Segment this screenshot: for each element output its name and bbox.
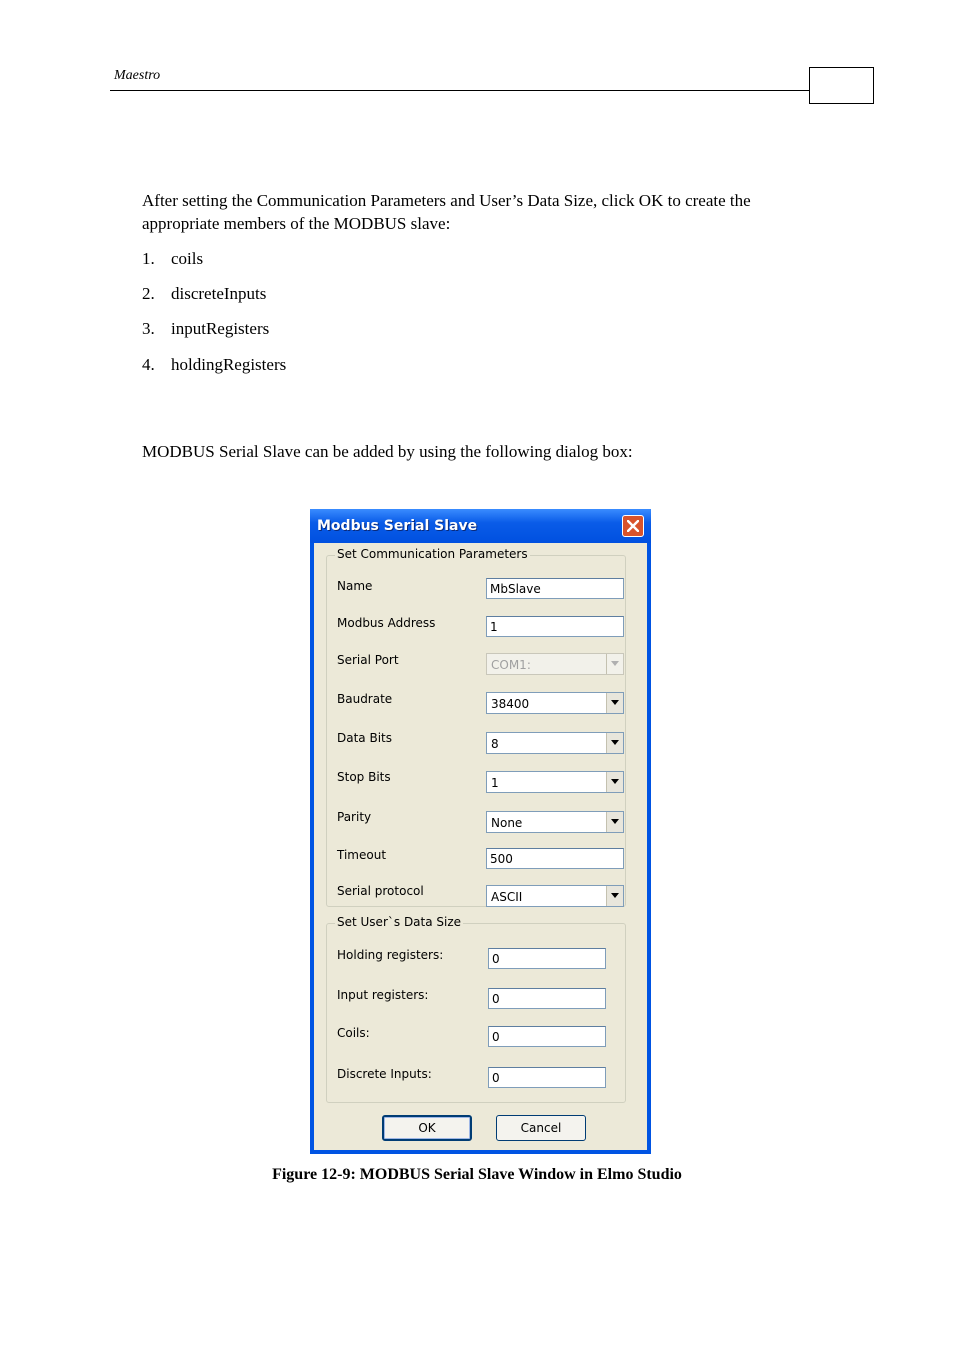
page-number-box (809, 67, 874, 104)
close-icon (627, 520, 639, 532)
serial-port-value: COM1: (491, 658, 531, 672)
baudrate-label: Baudrate (337, 692, 393, 706)
cancel-button[interactable]: Cancel (496, 1115, 586, 1141)
stop-bits-label: Stop Bits (337, 770, 391, 784)
chevron-down-icon (606, 654, 623, 674)
data-bits-label: Data Bits (337, 731, 392, 745)
discrete-inputs-label: Discrete Inputs: (337, 1067, 432, 1081)
modbus-address-field[interactable]: 1 (486, 616, 624, 637)
baudrate-value: 38400 (491, 697, 530, 711)
intro-paragraph: After setting the Communication Parameters and User’s Data Size, click OK to create the appropriate members of the MODBUS slave: (142, 191, 751, 233)
chevron-down-icon[interactable] (606, 733, 623, 753)
close-button[interactable] (622, 515, 644, 537)
list-text: coils (171, 249, 204, 268)
timeout-label: Timeout (337, 848, 387, 862)
ok-button[interactable]: OK (382, 1115, 472, 1141)
timeout-field[interactable]: 500 (486, 848, 624, 869)
modbus-address-label: Modbus Address (337, 616, 436, 630)
holding-registers-field[interactable]: 0 (488, 948, 606, 969)
figure-caption: Figure 12-9: MODBUS Serial Slave Window in Elmo Studio (272, 1166, 682, 1183)
data-bits-select[interactable] (486, 732, 624, 754)
list-text: discreteInputs (171, 284, 267, 303)
serial-protocol-select[interactable] (486, 885, 624, 907)
dialog-body (314, 543, 647, 1150)
discrete-inputs-field[interactable]: 0 (488, 1067, 606, 1088)
running-header: Maestro (114, 68, 161, 83)
list-item (142, 249, 203, 269)
parity-select[interactable] (486, 811, 624, 833)
list-text: holdingRegisters (171, 355, 287, 374)
baudrate-select[interactable] (486, 692, 624, 714)
name-field[interactable]: MbSlave (486, 578, 624, 599)
holding-registers-label: Holding registers: (337, 948, 444, 962)
input-registers-label: Input registers: (337, 988, 429, 1002)
chevron-down-icon[interactable] (606, 772, 623, 792)
stop-bits-value: 1 (491, 776, 499, 790)
coils-field[interactable]: 0 (488, 1026, 606, 1047)
dialog-title: Modbus Serial Slave (317, 518, 478, 534)
serial-protocol-label: Serial protocol (337, 884, 424, 898)
list-item (142, 355, 286, 375)
list-number: 3. (142, 319, 155, 338)
serial-port-select (486, 653, 624, 675)
chevron-down-icon[interactable] (606, 886, 623, 906)
stop-bits-select[interactable] (486, 771, 624, 793)
name-label: Name (337, 579, 373, 593)
chevron-down-icon[interactable] (606, 812, 623, 832)
input-registers-field[interactable]: 0 (488, 988, 606, 1009)
list-number: 1. (142, 249, 155, 268)
serial-port-label: Serial Port (337, 653, 399, 667)
data-size-legend: Set User`s Data Size (337, 915, 462, 929)
list-number: 4. (142, 355, 155, 374)
chevron-down-icon[interactable] (606, 693, 623, 713)
dialog-intro-paragraph: MODBUS Serial Slave can be added by using the following dialog box: (142, 442, 633, 461)
parity-value: None (491, 816, 523, 830)
list-item (142, 284, 266, 304)
modbus-serial-slave-dialog (310, 509, 651, 1154)
list-text: inputRegisters (171, 319, 270, 338)
list-item (142, 319, 269, 339)
comm-params-legend: Set Communication Parameters (337, 547, 528, 561)
dialog-title-bar[interactable] (310, 509, 651, 543)
coils-label: Coils: (337, 1026, 370, 1040)
serial-protocol-value: ASCII (491, 890, 523, 904)
parity-label: Parity (337, 810, 372, 824)
header-rule (110, 90, 810, 91)
data-bits-value: 8 (491, 737, 499, 751)
list-number: 2. (142, 284, 155, 303)
